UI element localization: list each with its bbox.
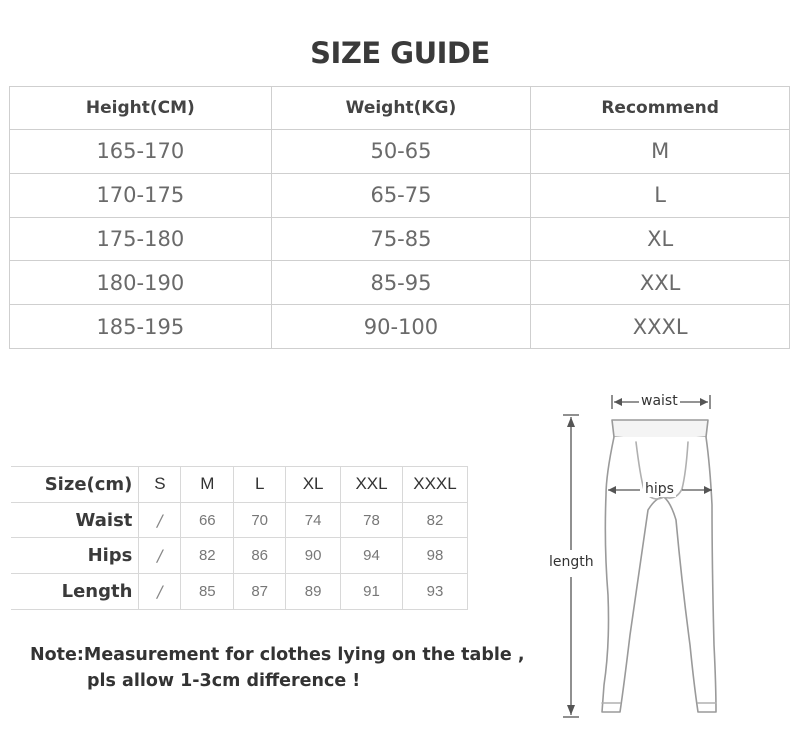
table-row [11,502,468,538]
size-s: S [139,467,181,503]
recommend-cell: XL [531,217,790,261]
table-row [11,574,468,610]
recommend-cell: L [531,173,790,217]
size-xl: XL [286,467,341,503]
hips-value: 82 [181,538,234,574]
length-value: 85 [181,574,234,610]
weight-cell: 75-85 [271,217,531,261]
height-cell: 165-170 [10,130,272,174]
waistband-shape [612,420,708,439]
weight-cell: 50-65 [271,130,531,174]
weight-cell: 85-95 [271,261,531,305]
size-l: L [234,467,286,503]
waist-value: / [139,502,181,538]
table-row [10,217,790,261]
header-weight: Weight(KG) [271,87,531,130]
length-label: Length [11,574,139,610]
note-line-1: Note:Measurement for clothes lying on the table , [30,645,525,665]
weight-cell: 65-75 [271,173,531,217]
recommend-cell: XXL [531,261,790,305]
measurement-note [30,642,525,694]
size-xxxl: XXXL [402,467,467,503]
size-recommendation-table [9,86,790,349]
table-row [10,261,790,305]
waist-label: Waist [11,502,139,538]
length-value: 87 [234,574,286,610]
length-dimension-label: length [549,554,594,570]
table-row [10,305,790,349]
leggings-outline [602,437,716,712]
hips-value: / [139,538,181,574]
table-row [10,130,790,174]
hips-value: 94 [341,538,403,574]
hips-label: Hips [11,538,139,574]
waist-dimension-label: waist [641,393,678,409]
table-row [10,173,790,217]
hips-value: 98 [402,538,467,574]
length-value: 89 [286,574,341,610]
length-value: 93 [402,574,467,610]
waist-value: 70 [234,502,286,538]
height-cell: 185-195 [10,305,272,349]
height-cell: 175-180 [10,217,272,261]
waist-value: 78 [341,502,403,538]
height-cell: 170-175 [10,173,272,217]
header-height: Height(CM) [10,87,272,130]
hips-value: 90 [286,538,341,574]
leggings-diagram [540,385,780,725]
note-line-2: pls allow 1-3cm difference ! [87,671,361,691]
table-header-row [10,87,790,130]
header-recommend: Recommend [531,87,790,130]
table-row [11,538,468,574]
weight-cell: 90-100 [271,305,531,349]
length-value: 91 [341,574,403,610]
waist-value: 82 [402,502,467,538]
height-cell: 180-190 [10,261,272,305]
waist-value: 66 [181,502,234,538]
recommend-cell: M [531,130,790,174]
waist-value: 74 [286,502,341,538]
hips-value: 86 [234,538,286,574]
measurement-header-row [11,467,468,503]
hips-dimension-label: hips [645,481,674,497]
measurement-table [11,466,468,610]
size-m: M [181,467,234,503]
page-title: SIZE GUIDE [310,36,490,70]
length-value: / [139,574,181,610]
recommend-cell: XXXL [531,305,790,349]
size-xxl: XXL [341,467,403,503]
size-cm-label: Size(cm) [11,467,139,503]
